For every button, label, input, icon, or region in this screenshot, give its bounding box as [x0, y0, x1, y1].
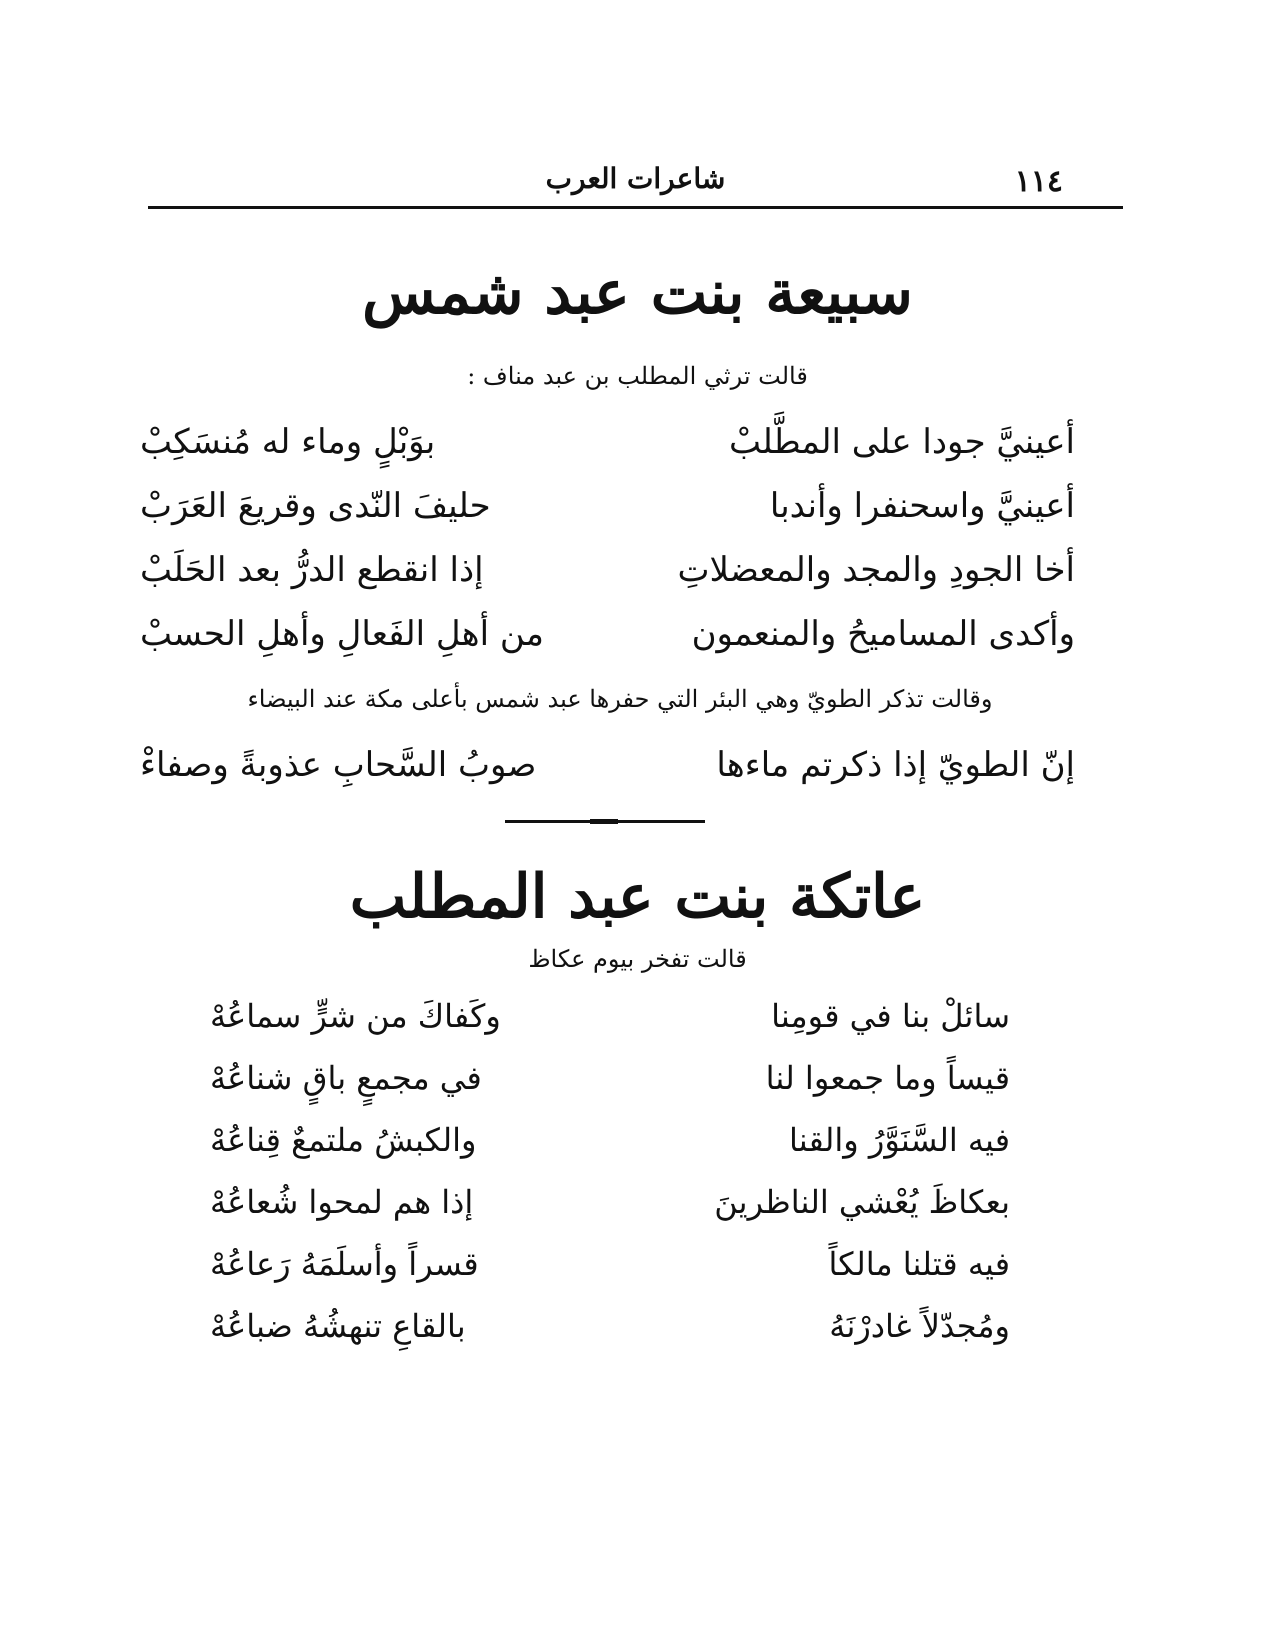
section-heading-atika: عاتكة بنت عبد المطلب — [349, 862, 926, 932]
page-header — [148, 160, 1123, 209]
verse-line — [140, 410, 1075, 474]
first-hemistich: أعينيَّ واسحنفرا وأندبا — [769, 486, 1075, 526]
first-hemistich: أخا الجودِ والمجد والمعضلاتِ — [677, 550, 1075, 590]
first-hemistich: فيه السَّنَوَّرُ والقنا — [789, 1121, 1010, 1159]
first-hemistich: ومُجدّلاً غادرْنَهُ — [829, 1307, 1010, 1345]
verse-line — [210, 1233, 1010, 1295]
second-hemistich: في مجمعٍ باقٍ شناعُهْ — [210, 1059, 482, 1097]
first-hemistich: إنّ الطويّ إذا ذكرتم ماءها — [716, 745, 1075, 785]
section-intro-atika: قالت تفخر بيوم عكاظ — [528, 945, 747, 973]
second-hemistich: وكَفاكَ من شرٍّ سماعُهْ — [210, 997, 501, 1035]
verse-line — [210, 1295, 1010, 1357]
page-number: ١١٤ — [1014, 164, 1063, 199]
first-hemistich: أعينيَّ جودا على المطَّلبْ — [728, 422, 1075, 462]
first-hemistich: قيساً وما جمعوا لنا — [765, 1059, 1010, 1097]
poem-subaya — [140, 410, 1075, 666]
section-intro-tawi: وقالت تذكر الطويّ وهي البئر التي حفرها عبد شمس بأعلى مكة عند البيضاء — [247, 685, 993, 713]
second-hemistich: قسراً وأسلَمَهُ رَعاعُهْ — [210, 1245, 479, 1283]
second-hemistich: إذا انقطع الدرُّ بعد الحَلَبْ — [140, 550, 484, 590]
first-hemistich: سائلْ بنا في قومِنا — [771, 997, 1010, 1035]
second-hemistich: بالقاعِ تنهشُهُ ضباعُهْ — [210, 1307, 466, 1345]
first-hemistich: وأكدى المساميحُ والمنعمون — [691, 614, 1075, 654]
second-hemistich: بوَبْلٍ وماء له مُنسَكِبْ — [140, 422, 436, 462]
first-hemistich: فيه قتلنا مالكاً — [828, 1245, 1010, 1283]
first-hemistich: بعكاظَ يُعْشي الناظرينَ — [714, 1183, 1010, 1221]
verse-line — [140, 602, 1075, 666]
verse-line — [140, 538, 1075, 602]
running-title: شاعرات العرب — [545, 162, 726, 195]
section-divider — [505, 820, 705, 823]
poem-atika — [210, 985, 1010, 1357]
verse-line — [140, 474, 1075, 538]
verse-line — [210, 1047, 1010, 1109]
verse-line — [210, 1109, 1010, 1171]
section-intro-subaya: قالت ترثي المطلب بن عبد مناف : — [467, 362, 808, 390]
second-hemistich: صوبُ السَّحابِ عذوبةً وصفاءْ — [140, 745, 537, 785]
verse-line — [210, 985, 1010, 1047]
second-hemistich: إذا هم لمحوا شُعاعُهْ — [210, 1183, 474, 1221]
verse-line — [210, 1171, 1010, 1233]
second-hemistich: حليفَ النّدى وقريعَ العَرَبْ — [140, 486, 491, 526]
verse-line-tawi — [140, 735, 1075, 795]
second-hemistich: والكبشُ ملتمعٌ قِناعُهْ — [210, 1121, 477, 1159]
second-hemistich: من أهلِ الفَعالِ وأهلِ الحسبْ — [140, 614, 544, 654]
section-heading-subaya: سبيعة بنت عبد شمس — [362, 258, 913, 328]
